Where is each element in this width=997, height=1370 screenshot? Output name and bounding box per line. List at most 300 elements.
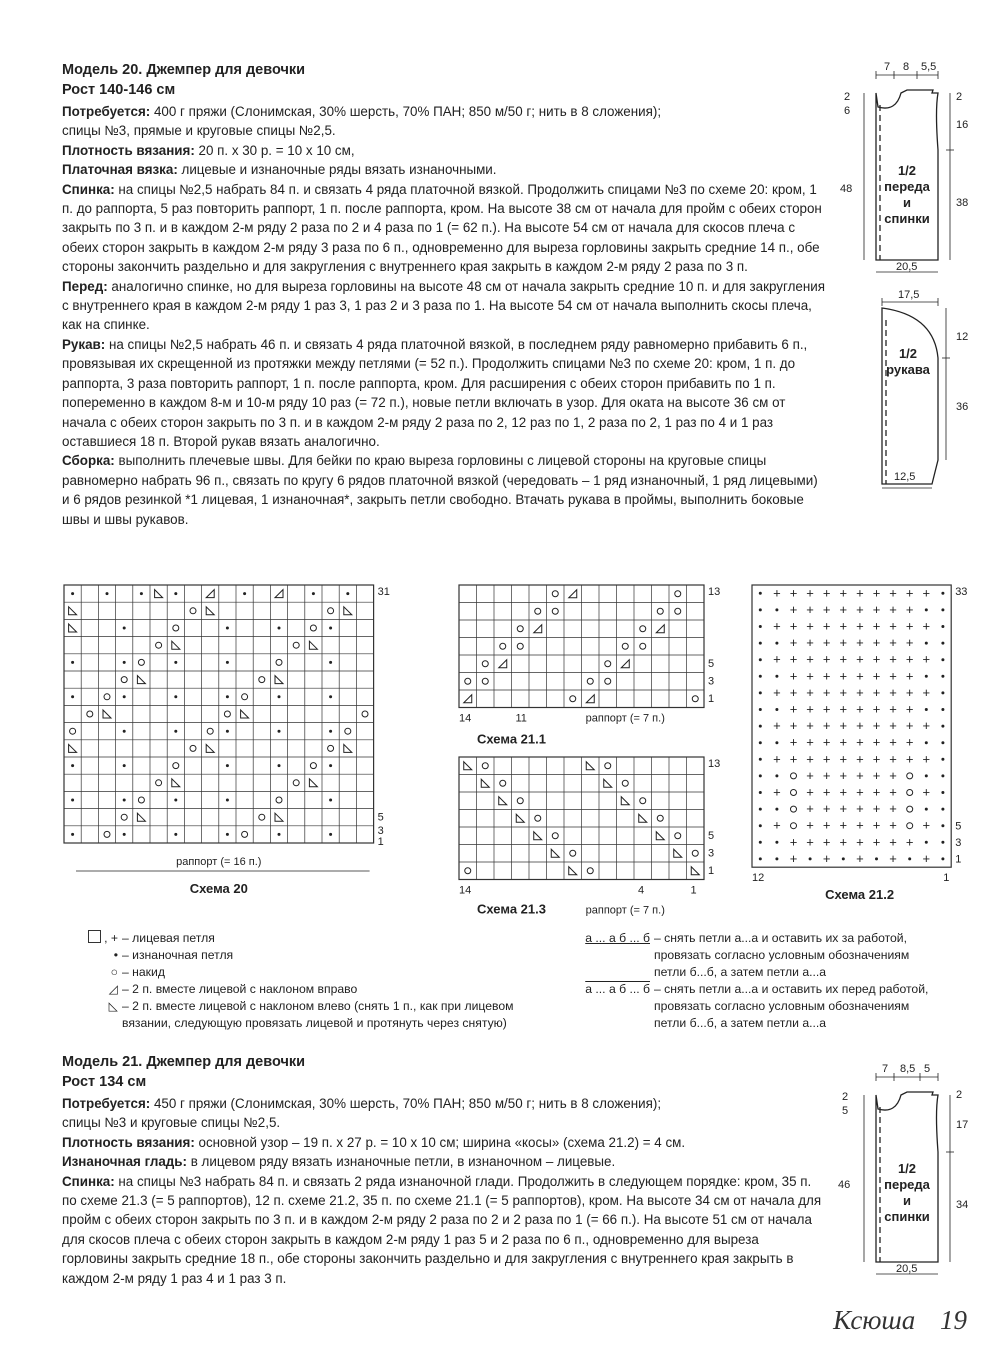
knit-mark: +	[806, 585, 814, 601]
purl-mark	[925, 808, 928, 811]
model21-paragraphs	[62, 1094, 826, 1288]
dim-text: 48	[840, 183, 853, 195]
yarn-over-mark	[482, 661, 488, 667]
k2tog-left-mark	[309, 641, 317, 649]
model20-title: Модель 20. Джемпер для девочки	[62, 62, 306, 78]
model20-paragraphs	[62, 102, 826, 529]
knit-mark: +	[889, 684, 897, 700]
k2tog-right-symbol: ◿	[108, 982, 118, 996]
model20-size: Рост 140-146 см	[62, 82, 176, 98]
purl-mark	[875, 857, 878, 860]
knit-mark: +	[839, 784, 848, 800]
legend-row: вязании, следующую провязать лицевой и протянуть через снятую)	[122, 1016, 507, 1030]
purl-mark	[329, 799, 332, 802]
purl-mark	[775, 708, 778, 711]
knit-mark: +	[806, 668, 814, 684]
chart-caption: Схема 20	[189, 881, 248, 896]
knit-mark: +	[889, 767, 897, 783]
knit-mark: +	[839, 817, 848, 833]
purl-mark	[941, 625, 944, 628]
yarn-over-mark	[310, 763, 316, 769]
yarn-over-mark	[907, 806, 913, 812]
yarn-over-mark	[104, 694, 110, 700]
purl-mark	[71, 799, 74, 802]
dim-text: 20,5	[896, 261, 918, 273]
knit-mark: +	[905, 601, 914, 617]
knit-mark: +	[872, 701, 881, 717]
knit-mark: +	[773, 718, 781, 734]
paragraph	[62, 1133, 826, 1152]
knit-mark: +	[872, 601, 881, 617]
dim-text: 5,5	[921, 61, 937, 73]
paragraph-text: аналогично спинке, но для выреза горловины на высоте 48 см от начала закрыть средние 10 п. и для закругления с внутреннего края в каждом 2-м ряду 1 раз 3, 1 раз 2 и 3 раза по 1. На высоте 54 см от начала выполнить скосы плеча, как на спинке.	[62, 278, 825, 333]
k2tog-left-mark	[241, 710, 249, 718]
purl-mark	[941, 642, 944, 645]
knit-mark: +	[922, 684, 931, 700]
purl-mark	[759, 824, 762, 827]
k2tog-left-mark	[206, 744, 214, 752]
knit-mark: +	[789, 751, 798, 767]
knit-mark: +	[806, 684, 814, 700]
purl-mark	[278, 833, 281, 836]
purl-mark	[226, 799, 229, 802]
knit-mark: +	[856, 767, 864, 783]
paragraph-text: на спицы №2,5 набрать 46 п. и связать 4 ряда платочной вязкой, в последнем ряду равномерно прибавить 6 п., провязывая их скрещенной из протяжки между петлями (= 52 п.). Продолжить спицами №3 по схеме 20: кром, 1 п. до раппорта, 3 раза повторить раппорт, 1 п. после раппорта, кром. Для расширения с обеих сторон прибавить по 1 п. попеременно в каждом 8-м и 10-м ряду 10 раз (= 72 п.), новые петли включать в узор. Для оката на высоте 36 см от начала с обеих сторон закрыть по 3 п. и в каждом 2-м ряду 2 раза по 2, 12 раз по 1, 2 раза по 2, 1 раз по 4 и 1 раз оставшиеся 18 п. Второй рукав вязать аналогично.	[62, 336, 808, 449]
legend-row: ◿ – 2 п. вместе лицевой с наклоном вправо	[60, 981, 550, 998]
purl-mark	[174, 730, 177, 733]
knit-mark: +	[839, 618, 848, 634]
purl-mark	[941, 741, 944, 744]
purl-mark	[123, 730, 126, 733]
pattern-front-back-m21	[834, 1062, 974, 1282]
paragraph-text: на спицы №2,5 набрать 84 п. и связать 4 ряда платочной вязкой. Продолжить спицами №3 по схеме 20: кром, 1 п. до раппорта, 5 раз повторить раппорт, 1 п. после раппорта, кром. На высоте 38 см от начала для пройм с обеих сторон закрыть по 3 п. и в каждом 2-м ряду 2 раза по 2 и 4 раза по 1 (= 62 п.). На высоте 54 см от начала для скосов плеча с обеих сторон закрыть в каждом 2-м ряду 3 раза по 6 п., одновременно для выреза горловины закрыть средние 14 п., обе стороны закончить раздельно и для закругления с внутреннего края закрыть в каждом 2-м ряду 2 раза по 3 п.	[62, 181, 822, 275]
purl-mark	[312, 592, 315, 595]
yarn-over-mark	[692, 850, 698, 856]
knit-mark: +	[806, 834, 814, 850]
dim-text: 6	[844, 105, 851, 117]
k2tog-left-mark	[464, 762, 472, 770]
knit-mark: +	[905, 718, 914, 734]
purl-mark	[775, 857, 778, 860]
yarn-over-mark	[500, 780, 506, 786]
model21-title: Модель 21. Джемпер для девочки	[62, 1054, 306, 1070]
k2tog-left-mark	[137, 813, 145, 821]
purl-mark	[759, 592, 762, 595]
paragraph-text: основной узор – 19 п. х 27 р. = 10 х 10 см; ширина «косы» (схема 21.2) = 4 см.	[194, 1134, 686, 1150]
yarn-over-mark	[640, 626, 646, 632]
knit-mark: +	[872, 734, 881, 750]
paragraph	[62, 141, 826, 160]
knit-mark: +	[789, 668, 798, 684]
purl-mark	[174, 799, 177, 802]
model21-text	[62, 1052, 826, 1288]
k2tog-left-mark	[499, 797, 507, 805]
yarn-over-mark	[640, 798, 646, 804]
yarn-over-mark	[224, 711, 230, 717]
paragraph-label: Перед:	[62, 278, 108, 294]
yarn-over-mark	[791, 806, 797, 812]
knit-mark: +	[922, 618, 931, 634]
knit-mark: +	[889, 801, 897, 817]
yarn-over-mark	[640, 643, 646, 649]
purl-mark	[123, 764, 126, 767]
yarn-over-mark	[104, 831, 110, 837]
purl-mark	[759, 675, 762, 678]
piece-label: переда	[884, 179, 930, 194]
chart-label: 1	[955, 853, 962, 866]
purl-mark	[809, 857, 812, 860]
purl-mark	[941, 791, 944, 794]
yarn-over-mark	[362, 711, 368, 717]
paragraph	[62, 335, 826, 451]
purl-mark	[759, 708, 762, 711]
paragraph-label: Платочная вязка:	[62, 162, 178, 178]
paragraph-text: 450 г пряжи (Слонимская, 30% шерсть, 70% ПАН; 850 м/50 г; нить в 8 сложения);	[150, 1096, 662, 1111]
paragraph-text: 400 г пряжи (Слонимская, 30% шерсть, 70% ПАН; 850 м/50 г; нить в 8 сложения);	[150, 104, 662, 119]
k2tog-left-mark	[69, 607, 77, 615]
purl-mark	[329, 661, 332, 664]
yarn-over-mark	[552, 591, 558, 597]
paragraph	[62, 102, 826, 121]
yarn-over-mark	[675, 833, 681, 839]
purl-mark	[941, 725, 944, 728]
knit-mark: +	[789, 601, 798, 617]
yarn-over-mark	[907, 790, 913, 796]
legend-row: петли б...б, а затем петли а...а	[654, 1016, 827, 1030]
paragraph-text: на спицы №3 набрать 84 п. и связать 2 ряда изнаночной глади. Продолжить в следующем порядке: кром, 35 п. по схеме 21.3 (= 5 раппортов), 12 п. схеме 21.2, 35 п. по схеме 21.1 (= 5 раппортов), кром. На высоте 34 см от начала для пройм с обеих сторон закрыть по 3 п. и в каждом 2-м ряду 2 раза по 2 и 2 раза по 1 (= 66 п.). На высоте 51 см от начала для скосов плеча с обеих сторон закрыть в каждом 2-м ряду 1 раз 5 и 2 раза по 6 п., одновременно для выреза горловины закрыть средние 18 п., обе стороны закончить раздельно и для закругления с внутреннего края закрыть в каждом 2-м ряду 1 раз 4 и 1 раз 3 п.	[62, 1173, 822, 1286]
dim-text: 2	[956, 91, 963, 103]
yarn-over-mark	[535, 815, 541, 821]
chart-label: 11	[515, 712, 527, 725]
knit-mark: +	[839, 751, 848, 767]
dim-text: 2	[956, 1089, 963, 1101]
dim-text: 8	[903, 61, 910, 73]
purl-mark	[775, 675, 778, 678]
paragraph	[62, 1113, 826, 1132]
purl-mark	[278, 764, 281, 767]
chart-grid	[459, 585, 704, 708]
k2tog-left-mark	[481, 779, 489, 787]
purl-mark	[329, 730, 332, 733]
k2tog-left-mark	[691, 867, 699, 875]
purl-mark	[759, 841, 762, 844]
chart-scheme-21-2	[748, 585, 988, 905]
paragraph-text: выполнить плечевые швы. Для бейки по краю выреза горловины с лицевой стороны на круговые спицы равномерно набрать 96 п., связать по кругу 6 рядов платочной вязкой (чередовать – 1 ряд изнаночный, 1 ряд лицевыми) и 6 рядов резинкой *1 лицевая, 1 изнаночная*, закрыть петли свободно. Втачать рукава в проймы, выполнить боковые швы и швы рукавов.	[62, 453, 818, 527]
knit-mark: +	[822, 850, 831, 866]
dim-text: 2	[842, 1091, 849, 1103]
k2tog-left-mark	[155, 590, 163, 598]
purl-mark	[71, 764, 74, 767]
knit-mark: +	[922, 718, 931, 734]
yarn-over-mark	[517, 643, 523, 649]
rapport-label: раппорт (= 7 п.)	[585, 904, 665, 917]
purl-mark	[941, 658, 944, 661]
k2tog-left-mark	[656, 832, 664, 840]
page-number: 19	[940, 1305, 967, 1335]
purl-mark	[775, 642, 778, 645]
purl-mark	[759, 642, 762, 645]
yarn-over-mark	[535, 608, 541, 614]
knit-mark: +	[856, 751, 864, 767]
yarn-over-mark	[657, 815, 663, 821]
purl-mark	[908, 857, 911, 860]
knit-mark: +	[822, 618, 831, 634]
paragraph	[62, 160, 826, 179]
chart-caption: Схема 21.2	[825, 887, 895, 903]
dim-text: 2	[844, 91, 851, 103]
purl-mark	[226, 695, 229, 698]
purl-mark	[226, 661, 229, 664]
paragraph-label: Рукав:	[62, 336, 106, 352]
k2tog-left-mark	[172, 779, 180, 787]
purl-mark	[329, 833, 332, 836]
legend-row: , + – лицевая петля	[60, 930, 550, 947]
yarn-over-mark	[465, 678, 471, 684]
yarn-over-mark	[675, 591, 681, 597]
knit-mark: +	[839, 834, 848, 850]
k2tog-left-mark	[674, 849, 682, 857]
paragraph	[62, 1094, 826, 1113]
paragraph	[62, 180, 826, 277]
chart-label: 5	[708, 658, 715, 670]
knit-mark: +	[856, 651, 864, 667]
knit-mark: +	[773, 751, 781, 767]
purl-mark	[925, 741, 928, 744]
yarn-over-symbol: ○	[110, 965, 118, 979]
knit-mark: +	[905, 751, 914, 767]
purl-mark	[925, 774, 928, 777]
yarn-over-mark	[293, 780, 299, 786]
k2tog-right-mark	[569, 590, 577, 598]
knit-mark: +	[773, 618, 781, 634]
yarn-over-mark	[587, 868, 593, 874]
knit-mark: +	[872, 684, 881, 700]
knit-mark: +	[905, 651, 914, 667]
yarn-over-mark	[207, 728, 213, 734]
purl-mark	[226, 764, 229, 767]
knit-mark: +	[856, 734, 864, 750]
yarn-over-mark	[242, 694, 248, 700]
knit-mark: +	[806, 801, 814, 817]
page-footer	[833, 1305, 967, 1336]
chart-label: 31	[377, 586, 390, 598]
paragraph	[62, 121, 826, 140]
knit-mark: +	[806, 751, 814, 767]
yarn-over-mark	[173, 625, 179, 631]
knit-mark: +	[872, 784, 881, 800]
yarn-over-mark	[791, 823, 797, 829]
piece-label: рукава	[886, 362, 930, 377]
piece-label: и	[903, 1193, 911, 1208]
yarn-over-mark	[173, 763, 179, 769]
paragraph-text: 20 п. х 30 р. = 10 х 10 см,	[194, 142, 355, 158]
knit-mark: +	[889, 850, 897, 866]
chart-scheme-21-3	[455, 757, 721, 917]
chart-label: 14	[459, 712, 472, 725]
purl-mark	[123, 799, 126, 802]
purl-mark	[329, 764, 332, 767]
knit-mark: +	[856, 718, 864, 734]
paragraph	[62, 1152, 826, 1171]
dim-text: 34	[956, 1199, 969, 1211]
purl-mark	[775, 774, 778, 777]
knit-mark: +	[905, 701, 914, 717]
knit-mark: +	[872, 651, 881, 667]
k2tog-left-symbol: ◺	[108, 999, 118, 1013]
knit-mark: +	[822, 734, 831, 750]
knit-mark: +	[773, 585, 781, 601]
k2tog-left-mark	[551, 849, 559, 857]
dim-text: 12	[956, 331, 969, 343]
k2tog-right-mark	[206, 590, 214, 598]
purl-mark	[759, 608, 762, 611]
knit-mark: +	[905, 834, 914, 850]
k2tog-right-mark	[275, 590, 283, 598]
chart-grid	[459, 757, 704, 880]
chart-label: 14	[459, 884, 472, 897]
purl-mark	[71, 592, 74, 595]
knit-mark: +	[856, 834, 864, 850]
knit-mark: +	[856, 817, 864, 833]
knit-mark: +	[789, 718, 798, 734]
model21-size: Рост 134 см	[62, 1074, 147, 1090]
knit-mark: +	[839, 684, 848, 700]
cable-back-symbol: а ... а б ... б	[585, 931, 650, 945]
purl-mark	[941, 675, 944, 678]
knit-mark: +	[839, 601, 848, 617]
knit-mark: +	[806, 817, 814, 833]
k2tog-left-mark	[309, 779, 317, 787]
k2tog-left-mark	[69, 744, 77, 752]
cable-front-symbol: а ... а б ... б	[585, 982, 650, 996]
purl-mark	[329, 695, 332, 698]
chart-label: 1	[708, 865, 715, 877]
paragraph	[62, 451, 826, 529]
chart-label: 3	[955, 837, 962, 849]
knit-mark: +	[922, 651, 931, 667]
paragraph-text: лицевые и изнаночные ряды вязать изнаночными.	[177, 162, 497, 178]
pattern-front-back-m20	[834, 60, 974, 280]
paragraph-label: Изнаночная гладь:	[62, 1154, 187, 1170]
knit-mark: +	[839, 701, 848, 717]
knit-mark: +	[822, 751, 831, 767]
purl-mark	[759, 625, 762, 628]
knit-mark: +	[872, 585, 881, 601]
purl-mark	[71, 695, 74, 698]
purl-mark	[775, 808, 778, 811]
knit-mark: +	[789, 834, 798, 850]
yarn-over-mark	[190, 608, 196, 614]
chart-label: 5	[708, 830, 715, 842]
knit-mark: +	[872, 801, 881, 817]
yarn-over-mark	[465, 868, 471, 874]
yarn-over-mark	[622, 780, 628, 786]
yarn-over-mark	[259, 677, 265, 683]
knit-mark: +	[806, 618, 814, 634]
knit-mark: +	[856, 701, 864, 717]
legend-left	[60, 930, 550, 1032]
knit-mark: +	[806, 651, 814, 667]
knit-mark: +	[806, 718, 814, 734]
rapport-label: раппорт (= 7 п.)	[585, 712, 665, 725]
yarn-over-mark	[328, 608, 334, 614]
yarn-over-mark	[121, 814, 127, 820]
purl-mark	[346, 592, 349, 595]
knit-mark: +	[806, 767, 814, 783]
yarn-over-mark	[138, 659, 144, 665]
piece-label: 1/2	[898, 346, 918, 361]
legend-row: провязать согласно условным обозначениям	[654, 999, 910, 1013]
knit-mark: +	[789, 734, 798, 750]
k2tog-left-mark	[69, 624, 77, 632]
knit-mark: +	[789, 618, 798, 634]
paragraph-text: в лицевом ряду вязать изнаночные петли, в изнаночном – лицевые.	[186, 1154, 616, 1170]
knit-mark: +	[889, 601, 897, 617]
yarn-over-mark	[587, 678, 593, 684]
k2tog-left-mark	[604, 779, 612, 787]
legend-row: ○ – накид	[60, 964, 550, 981]
purl-mark	[759, 774, 762, 777]
knit-mark: +	[856, 784, 864, 800]
dim-text: 16	[956, 119, 969, 131]
knit-mark: +	[872, 751, 881, 767]
chart-label: 4	[638, 884, 645, 897]
dim-text: 38	[956, 197, 969, 209]
purl-mark	[278, 730, 281, 733]
purl-mark	[278, 627, 281, 630]
knit-mark: +	[889, 635, 897, 651]
purl-mark	[759, 725, 762, 728]
purl-mark	[941, 824, 944, 827]
purl-mark	[925, 675, 928, 678]
knit-mark: +	[889, 651, 897, 667]
k2tog-right-mark	[499, 660, 507, 668]
yarn-over-mark	[293, 642, 299, 648]
purl-mark	[925, 841, 928, 844]
yarn-over-mark	[570, 696, 576, 702]
knit-mark: +	[806, 734, 814, 750]
knit-mark: +	[822, 635, 831, 651]
knit-mark: +	[839, 635, 848, 651]
k2tog-left-mark	[621, 797, 629, 805]
k2tog-left-mark	[344, 607, 352, 615]
dim-text: 7	[882, 1063, 889, 1075]
k2tog-left-mark	[516, 814, 524, 822]
dim-text: 5	[842, 1105, 849, 1117]
purl-mark	[775, 608, 778, 611]
yarn-over-mark	[605, 763, 611, 769]
dim-text: 17,5	[898, 289, 920, 301]
knit-mark: +	[872, 668, 881, 684]
paragraph	[62, 1172, 826, 1288]
dim-text: 20,5	[896, 1263, 918, 1275]
knit-mark: +	[822, 585, 831, 601]
purl-mark	[842, 857, 845, 860]
knit-mark: +	[905, 635, 914, 651]
chart-label: 3	[377, 824, 384, 837]
knit-mark: +	[922, 751, 931, 767]
dim-text: 12,5	[894, 471, 916, 483]
knit-mark: +	[872, 618, 881, 634]
legend-right	[566, 930, 986, 1032]
knit-mark: +	[822, 817, 831, 833]
magazine-name: Ксюша	[833, 1305, 916, 1335]
dim-text: 36	[956, 401, 969, 413]
knit-mark: +	[889, 751, 897, 767]
purl-symbol: •	[113, 948, 118, 962]
paragraph-text: спицы №3 и круговые спицы №2,5.	[62, 1115, 281, 1131]
purl-mark	[123, 695, 126, 698]
